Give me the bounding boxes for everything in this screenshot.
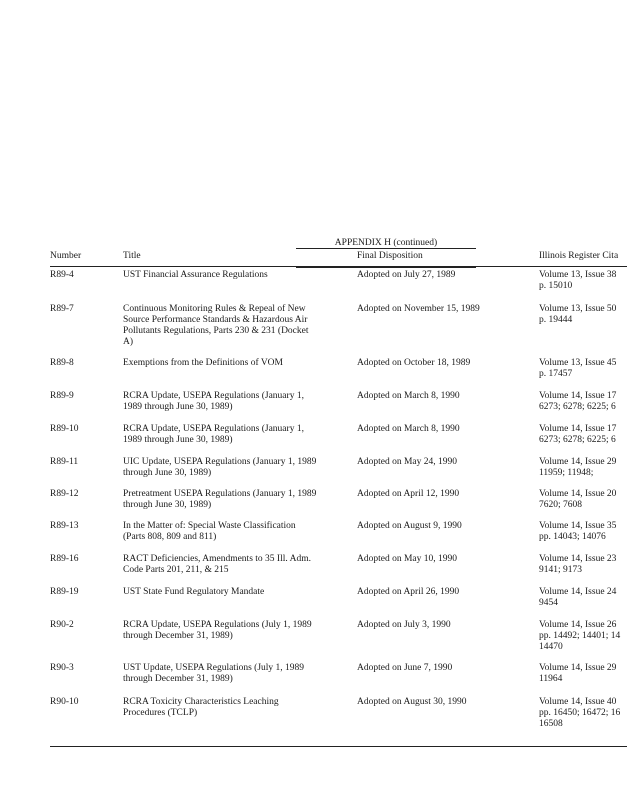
row-number: R90-2 xyxy=(50,620,74,630)
column-header-disposition: Final Disposition xyxy=(357,251,423,261)
row-disposition: Adopted on April 26, 1990 xyxy=(357,587,460,597)
row-disposition: Adopted on October 18, 1989 xyxy=(357,358,471,368)
row-disposition: Adopted on August 30, 1990 xyxy=(357,697,467,707)
row-number: R89-7 xyxy=(50,304,74,314)
row-number: R89-4 xyxy=(50,270,74,280)
row-citation: Volume 14, Issue 23 9141; 9173 xyxy=(539,554,617,575)
row-number: R89-9 xyxy=(50,391,74,401)
row-disposition: Adopted on March 8, 1990 xyxy=(357,391,460,401)
row-title: RACT Deficiencies, Amendments to 35 Ill. Adm. Code Parts 201, 211, & 215 xyxy=(123,554,311,575)
row-title: Exemptions from the Definitions of VOM xyxy=(123,358,283,368)
row-title: UST Update, USEPA Regulations (July 1, 1989 through December 31, 1989) xyxy=(123,663,305,684)
row-title: Pretreatment USEPA Regulations (January 1, 1989 through June 30, 1989) xyxy=(123,489,317,510)
row-title: UIC Update, USEPA Regulations (January 1, 1989 through June 30, 1989) xyxy=(123,457,317,478)
row-citation: Volume 14, Issue 29 11964 xyxy=(539,663,617,684)
row-disposition: Adopted on May 24, 1990 xyxy=(357,457,458,467)
row-citation: Volume 14, Issue 24 9454 xyxy=(539,587,617,608)
row-title: UST State Fund Regulatory Mandate xyxy=(123,587,265,597)
row-title: RCRA Update, USEPA Regulations (January 1, 1989 through June 30, 1989) xyxy=(123,391,304,412)
row-citation: Volume 13, Issue 45 p. 17457 xyxy=(539,358,617,379)
row-title: In the Matter of: Special Waste Classification (Parts 808, 809 and 811) xyxy=(123,521,296,542)
row-disposition: Adopted on June 7, 1990 xyxy=(357,663,453,673)
row-number: R89-8 xyxy=(50,358,74,368)
row-number: R89-13 xyxy=(50,521,79,531)
row-title: RCRA Toxicity Characteristics Leaching Procedures (TCLP) xyxy=(123,697,279,718)
row-disposition: Adopted on May 10, 1990 xyxy=(357,554,458,564)
row-citation: Volume 14, Issue 35 pp. 14043; 14076 xyxy=(539,521,617,542)
row-disposition: Adopted on July 27, 1989 xyxy=(357,270,456,280)
row-number: R89-19 xyxy=(50,587,79,597)
row-title: RCRA Update, USEPA Regulations (January 1, 1989 through June 30, 1989) xyxy=(123,424,304,445)
row-number: R90-10 xyxy=(50,697,79,707)
row-citation: Volume 14, Issue 40 pp. 16450; 16472; 16 16508 xyxy=(539,697,621,729)
appendix-title: APPENDIX H (continued) xyxy=(334,238,438,248)
row-citation: Volume 14, Issue 29 11959; 11948; xyxy=(539,457,617,478)
row-number: R90-3 xyxy=(50,663,74,673)
row-title: UST Financial Assurance Regulations xyxy=(123,270,268,280)
row-citation: Volume 13, Issue 38 p. 15010 xyxy=(539,270,617,291)
row-disposition: Adopted on April 12, 1990 xyxy=(357,489,460,499)
title-underline xyxy=(296,248,476,249)
row-citation: Volume 14, Issue 26 pp. 14492; 14401; 14 14470 xyxy=(539,620,621,652)
row-number: R89-11 xyxy=(50,457,79,467)
row-disposition: Adopted on August 9, 1990 xyxy=(357,521,462,531)
row-citation: Volume 14, Issue 20 7620; 7608 xyxy=(539,489,617,510)
row-title: Continuous Monitoring Rules & Repeal of New Source Performance Standards & Hazardous Air Pollutants Regulations, Parts 230 & 231 (Docket A) xyxy=(123,304,309,347)
row-disposition: Adopted on November 15, 1989 xyxy=(357,304,480,314)
row-disposition: Adopted on March 8, 1990 xyxy=(357,424,460,434)
column-header-title: Title xyxy=(123,251,141,261)
row-citation: Volume 14, Issue 17 6273; 6278; 6225; 6 xyxy=(539,391,617,412)
row-citation: Volume 13, Issue 50 p. 19444 xyxy=(539,304,617,325)
row-disposition: Adopted on July 3, 1990 xyxy=(357,620,451,630)
row-citation: Volume 14, Issue 17 6273; 6278; 6225; 6 xyxy=(539,424,617,445)
row-number: R89-10 xyxy=(50,424,79,434)
column-header-number: Number xyxy=(50,251,82,261)
row-number: R89-16 xyxy=(50,554,79,564)
row-number: R89-12 xyxy=(50,489,79,499)
column-header-citation: Illinois Register Cita xyxy=(539,251,619,261)
bottom-rule xyxy=(50,746,627,747)
row-title: RCRA Update, USEPA Regulations (July 1, 1989 through December 31, 1989) xyxy=(123,620,312,641)
header-rule-double xyxy=(296,267,476,268)
